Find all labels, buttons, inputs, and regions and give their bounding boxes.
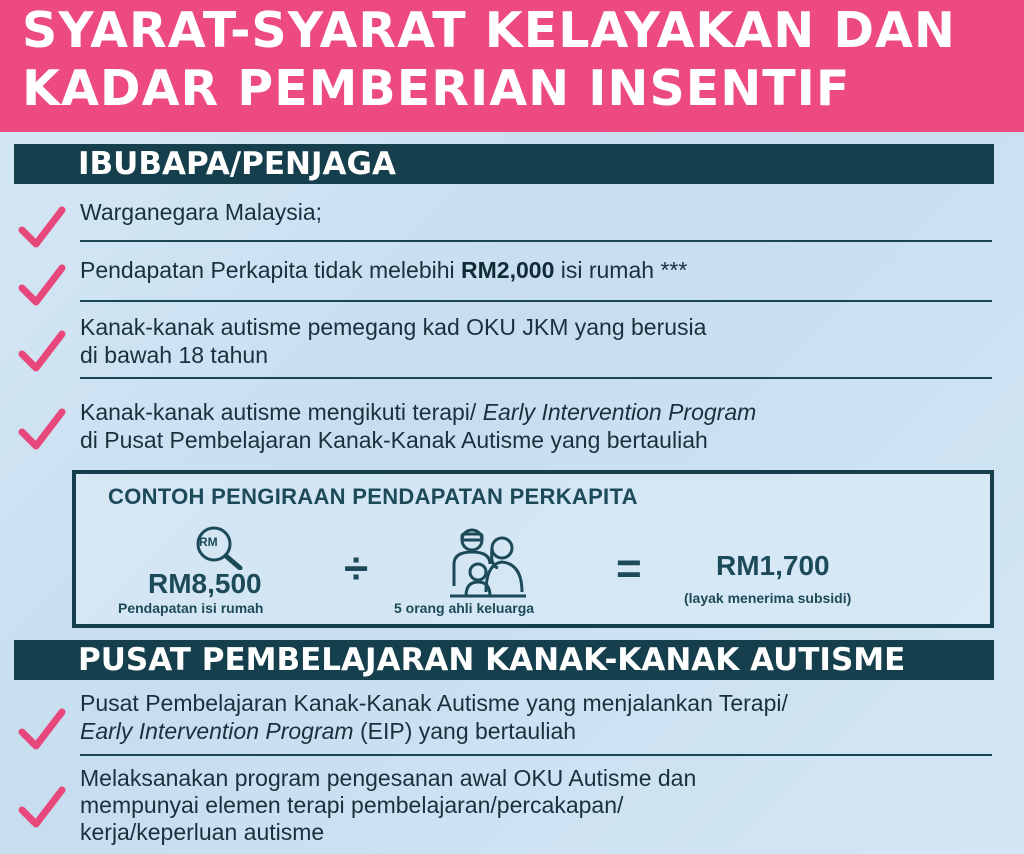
check-icon	[18, 330, 66, 374]
title-line-2: KADAR PEMBERIAN INSENTIF	[22, 60, 851, 117]
section-title-learning-centre: PUSAT PEMBELAJARAN KANAK-KANAK AUTISME	[14, 640, 994, 680]
centre-line-1: Pusat Pembelajaran Kanak-Kanak Autisme yang menjalankan Terapi/	[80, 690, 788, 716]
equals-sign: =	[616, 544, 642, 593]
family-icon	[446, 526, 530, 600]
screening-line-3: kerja/keperluan autisme	[80, 819, 325, 845]
income-limit: RM2,000	[461, 257, 555, 283]
check-icon	[18, 408, 66, 452]
oku-line-2: di bawah 18 tahun	[80, 342, 268, 368]
magnifier-label: RM	[199, 535, 218, 549]
centre-criteria-accredited	[80, 689, 788, 745]
family-caption: 5 orang ahli keluarga	[394, 600, 535, 616]
therapy-program: Early Intervention Program	[482, 399, 757, 425]
divide-sign: ÷	[344, 544, 369, 593]
income-text: Pendapatan Perkapita tidak melebihi	[80, 257, 462, 283]
criteria-citizenship: Warganegara Malaysia;	[80, 199, 323, 225]
section-title-parents: IBUBAPA/PENJAGA	[14, 144, 994, 184]
title-banner	[0, 0, 1024, 132]
title-line-1: SYARAT-SYARAT KELAYAKAN DAN	[22, 2, 956, 59]
income-text-after: isi rumah ***	[554, 257, 688, 283]
check-icon	[18, 206, 66, 250]
divider	[80, 300, 992, 302]
household-income-caption: Pendapatan isi rumah	[118, 600, 264, 616]
therapy-line-1	[80, 398, 756, 426]
per-capita-result: RM1,700	[716, 550, 830, 581]
centre-program: Early Intervention Program	[80, 718, 354, 744]
centre-text-after: (EIP) yang bertauliah	[353, 718, 577, 744]
per-capita-example-box	[72, 470, 994, 628]
centre-criteria-screening	[80, 765, 696, 846]
criteria-income	[80, 256, 687, 284]
check-icon	[18, 708, 66, 752]
criteria-therapy	[80, 398, 756, 454]
divider	[80, 754, 992, 756]
therapy-text: Kanak-kanak autisme mengikuti terapi/	[80, 399, 483, 425]
check-icon	[18, 786, 66, 830]
centre-line-2	[80, 717, 788, 745]
check-icon	[18, 264, 66, 308]
screening-line-2: mempunyai elemen terapi pembelajaran/percakapan/	[80, 792, 624, 818]
therapy-line-2: di Pusat Pembelajaran Kanak-Kanak Autisme yang bertauliah	[80, 427, 708, 453]
oku-line-1: Kanak-kanak autisme pemegang kad OKU JKM yang berusia	[80, 314, 707, 340]
divider	[80, 240, 992, 242]
example-title: CONTOH PENGIRAAN PENDAPATAN PERKAPITA	[108, 484, 638, 509]
result-caption: (layak menerima subsidi)	[684, 590, 852, 606]
household-income: RM8,500	[148, 568, 262, 599]
screening-line-1: Melaksanakan program pengesanan awal OKU Autisme dan	[80, 765, 697, 791]
divider	[80, 377, 992, 379]
criteria-oku-card	[80, 313, 706, 369]
